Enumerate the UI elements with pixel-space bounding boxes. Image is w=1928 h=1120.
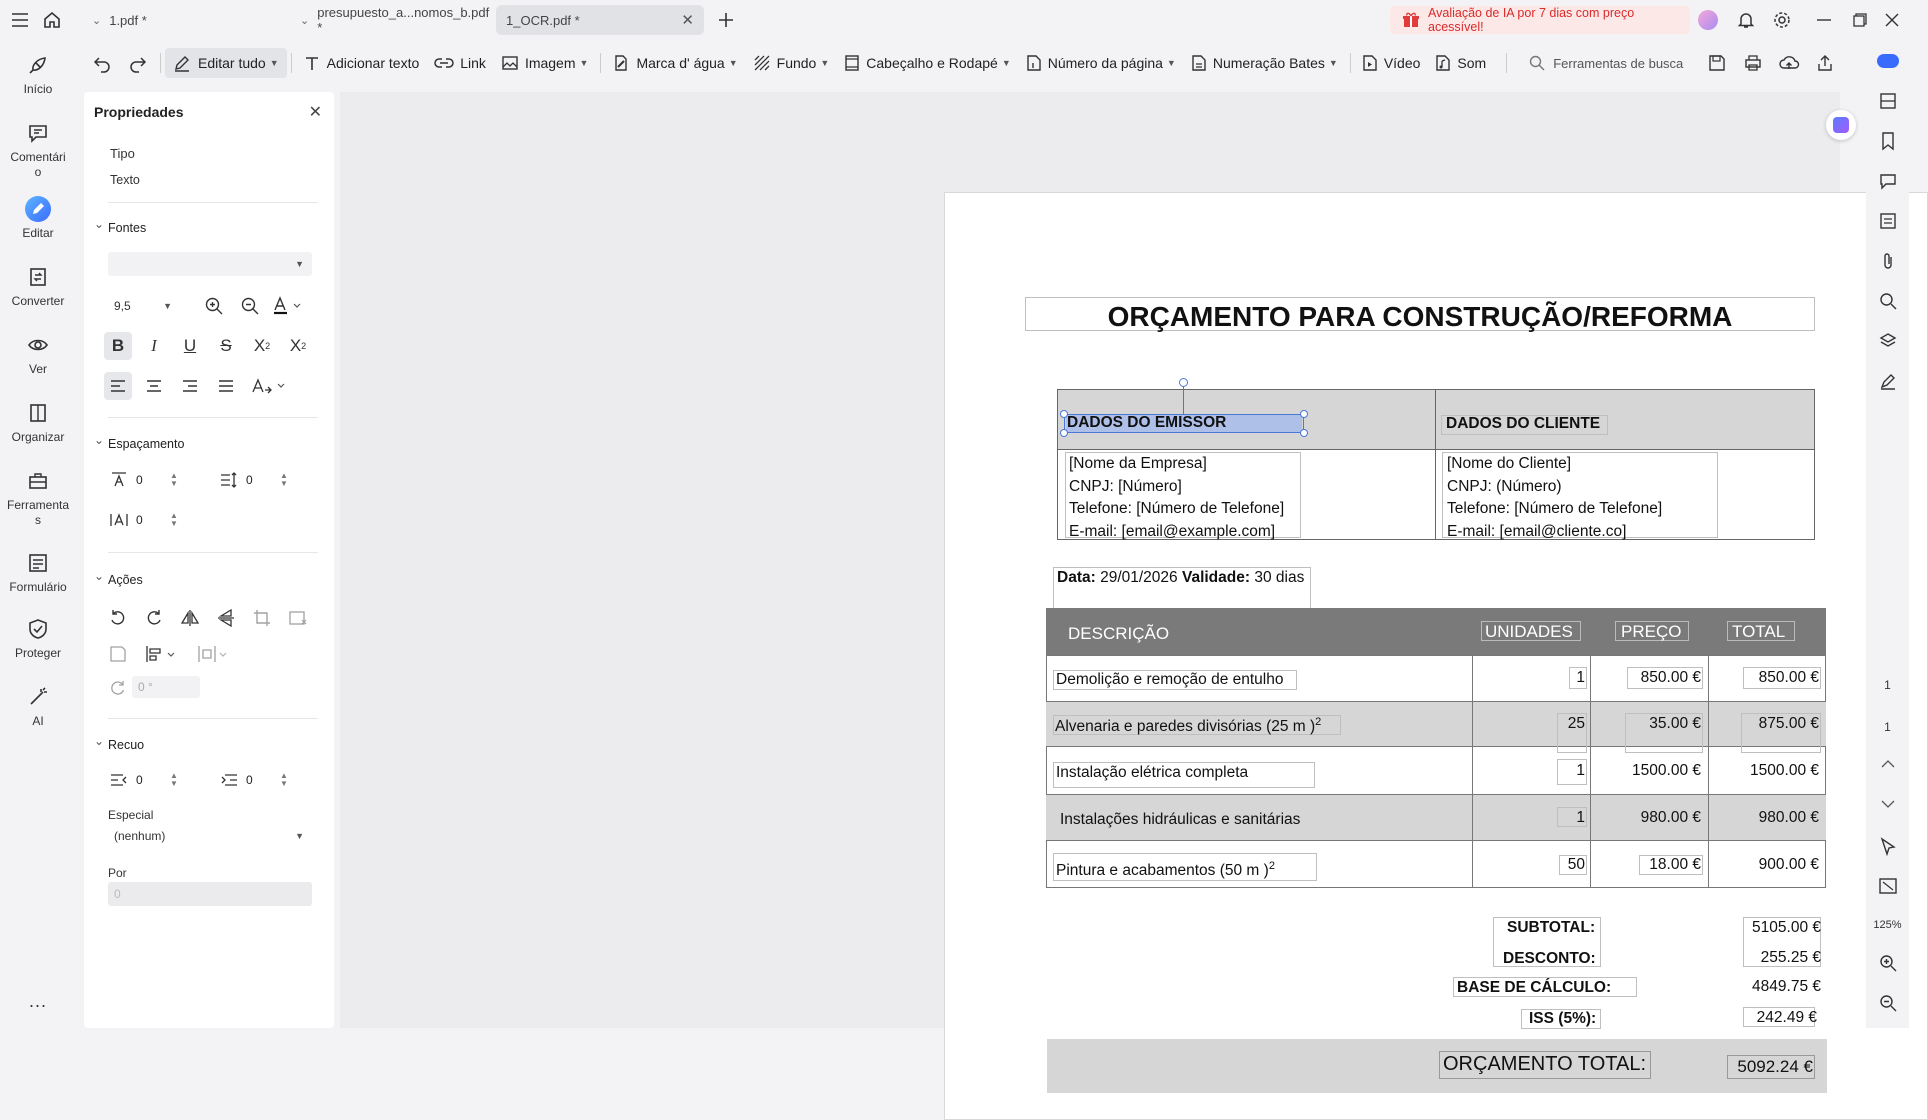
form-icon [25, 550, 51, 576]
rotation-angle-input[interactable]: 0 ° [132, 676, 200, 698]
sound-icon [1436, 55, 1450, 71]
resize-handle[interactable] [1060, 429, 1068, 437]
row-1-total[interactable]: 850.00 € [1758, 669, 1819, 686]
watermark-icon [613, 55, 629, 71]
strikethrough-icon[interactable]: S [220, 336, 232, 355]
row-4-price[interactable]: 980.00 € [1640, 809, 1701, 826]
chevron-down-icon: ▼ [820, 58, 830, 68]
subtotal-value[interactable]: 5105.00 € [1752, 919, 1821, 936]
type-label: Tipo [110, 146, 135, 161]
chevron-down-icon: ▼ [579, 58, 589, 68]
bell-icon[interactable] [1726, 0, 1766, 40]
text-color-icon[interactable] [268, 292, 308, 320]
layers-icon[interactable] [1866, 332, 1909, 350]
save-icon[interactable] [1699, 48, 1735, 78]
rail-item-comentario[interactable]: Comentári o [0, 120, 76, 180]
chevron-up-icon[interactable] [1866, 760, 1909, 768]
line-spacing-icon [218, 472, 240, 488]
section-recuo[interactable]: ⌄ Recuo [108, 738, 144, 752]
resize-handle[interactable] [1300, 410, 1308, 418]
stepper-arrows-icon: ▲ ▼ [280, 771, 288, 788]
header-footer-icon [845, 55, 859, 71]
column-header-descricao[interactable]: DESCRIÇÃO [1068, 624, 1170, 643]
search-icon[interactable] [1866, 292, 1909, 310]
chevron-down-icon: ▼ [295, 259, 304, 269]
client-details[interactable]: [Nome do Cliente] CNPJ: (Número) Telefone: [Número de Telefone] E-mail: [email@cliente.co] [1447, 455, 1663, 540]
ai-assistant-button[interactable] [1826, 110, 1856, 140]
row-1-description[interactable]: Demolição e remoção de entulho [1056, 671, 1284, 688]
divider [600, 53, 601, 73]
rail-item-ai[interactable]: AI [0, 684, 76, 729]
text-box [1569, 667, 1587, 689]
edit-pen-icon [25, 196, 51, 222]
italic-icon[interactable]: I [151, 336, 157, 355]
by-value-input[interactable]: 0 [108, 882, 312, 906]
chevron-down-icon: ▼ [728, 58, 738, 68]
section-espacamento[interactable]: ⌄ Espaçamento [108, 437, 184, 451]
header-footer-button[interactable]: Cabeçalho e Rodapé ▼ [837, 48, 1018, 78]
page-current[interactable]: 1 [1884, 678, 1891, 692]
chevron-down-icon: ⌄ [300, 14, 310, 27]
gear-icon[interactable] [1762, 0, 1802, 40]
justify-icon[interactable] [212, 372, 240, 400]
divider [160, 53, 161, 73]
base-value[interactable]: 4849.75 € [1752, 978, 1821, 995]
page-number-icon [1027, 55, 1041, 71]
save-image-icon[interactable] [104, 640, 132, 668]
rocket-icon [25, 52, 51, 78]
share-icon[interactable] [1807, 48, 1843, 78]
home-icon[interactable] [32, 0, 72, 40]
emitter-details[interactable]: [Nome da Empresa] CNPJ: [Número] Telefone: [Número de Telefone] E-mail: [email@example.com] [1069, 455, 1285, 540]
font-size-select[interactable]: 9,5 ▼ [108, 294, 180, 318]
text-box [1557, 759, 1587, 785]
chevron-down-icon: ▼ [1166, 58, 1176, 68]
char-scale-stepper[interactable]: 0 ▲ ▼ [108, 508, 178, 532]
comments-icon[interactable] [1866, 172, 1909, 190]
rail-item-ver[interactable]: Ver [0, 332, 76, 377]
row-5-units[interactable]: 50 [1567, 856, 1585, 873]
rotate-handle[interactable] [1179, 378, 1188, 387]
indent-right-stepper[interactable]: 0 ▲ ▼ [218, 768, 288, 792]
bookmark-icon[interactable] [1866, 132, 1909, 150]
chevron-down-icon[interactable] [1866, 800, 1909, 808]
align-left-icon[interactable] [104, 372, 132, 400]
divider [1350, 53, 1351, 73]
zoom-out-text-icon[interactable] [236, 292, 264, 320]
divider [1708, 655, 1709, 888]
close-window-icon[interactable] [1872, 0, 1912, 40]
divider [108, 718, 318, 719]
comment-icon [25, 120, 51, 146]
align-center-icon[interactable] [140, 372, 168, 400]
resize-handle[interactable] [1300, 429, 1308, 437]
divider [1506, 53, 1507, 73]
special-label: Especial [108, 808, 154, 822]
print-icon[interactable] [1735, 48, 1771, 78]
row-3-total[interactable]: 1500.00 € [1750, 762, 1819, 779]
background-icon [754, 55, 770, 71]
edit-all-button[interactable]: Editar tudo ▼ [165, 48, 287, 78]
text-box [1557, 807, 1587, 827]
video-button[interactable]: Vídeo [1355, 48, 1429, 78]
client-header[interactable]: DADOS DO CLIENTE [1446, 415, 1601, 432]
rotate-right-icon[interactable] [140, 604, 168, 632]
char-scale-icon [108, 512, 130, 528]
rail-item-formulario[interactable]: Formulário [0, 550, 76, 595]
chevron-down-icon: ▼ [1328, 58, 1338, 68]
row-1-units[interactable]: 1 [1576, 669, 1585, 686]
row-5-price[interactable]: 18.00 € [1649, 856, 1701, 873]
search-tools-button[interactable]: Ferramentas de busca [1529, 55, 1683, 71]
zoom-out-icon[interactable] [1866, 994, 1909, 1012]
flip-vertical-icon[interactable] [212, 604, 240, 632]
image-icon [502, 55, 518, 71]
new-tab-icon[interactable] [706, 0, 746, 40]
bates-icon [1192, 55, 1206, 71]
underline-icon[interactable]: U [183, 336, 197, 355]
video-icon [1363, 55, 1377, 71]
stepper-arrows-icon: ▲ ▼ [170, 771, 178, 788]
shield-icon [25, 616, 51, 642]
tab-1-ocr-pdf[interactable] [496, 5, 704, 35]
text-icon [304, 55, 320, 71]
row-3-units[interactable]: 1 [1576, 762, 1585, 779]
bold-icon[interactable]: B [104, 332, 132, 360]
rail-item-converter[interactable]: Converter [0, 264, 76, 309]
properties-panel-icon[interactable] [1866, 92, 1909, 110]
assistant-icon [1833, 117, 1849, 133]
redo-icon[interactable] [120, 48, 156, 78]
magic-wand-icon [25, 684, 51, 710]
divider [108, 202, 318, 203]
right-side-rail [1866, 40, 1909, 1028]
ai-badge-icon[interactable] [1866, 54, 1909, 68]
panel-title: Propriedades [94, 104, 184, 120]
divider [291, 53, 292, 73]
row-5-description[interactable]: Pintura e acabamentos (50 m )$^2$ [1056, 860, 1275, 880]
align-right-icon[interactable] [176, 372, 204, 400]
column-header-preco[interactable]: PREÇO [1621, 622, 1682, 641]
minimize-icon[interactable] [1804, 0, 1844, 40]
letter-spacing-icon [108, 472, 130, 488]
selection-frame[interactable] [1064, 414, 1304, 433]
distribute-objects-icon[interactable] [194, 640, 234, 668]
toolbox-icon [25, 468, 51, 494]
stepper-arrows-icon: ▲ ▼ [170, 471, 178, 488]
indent-left-icon [108, 773, 130, 787]
subscript-icon[interactable]: X 2 [289, 336, 307, 355]
document-canvas [340, 92, 1840, 1076]
column-header-total[interactable]: TOTAL [1732, 622, 1786, 641]
left-navigation-rail [0, 40, 76, 1028]
more-options-icon[interactable]: ... [28, 991, 47, 1011]
properties-panel [84, 92, 334, 1028]
row-4-total[interactable]: 980.00 € [1758, 809, 1819, 826]
chevron-down-icon: ▼ [1001, 58, 1011, 68]
fit-page-icon[interactable] [1866, 878, 1909, 894]
pdf-page[interactable] [944, 192, 1928, 1120]
line-spacing-stepper[interactable]: 0 ▲ ▼ [218, 468, 288, 492]
row-2-description[interactable]: Alvenaria e paredes divisórias (25 m )$^2$ [1055, 716, 1322, 736]
base-label[interactable]: BASE DE CÁLCULO: [1457, 979, 1612, 996]
undo-icon[interactable] [84, 48, 120, 78]
organize-icon [25, 400, 51, 426]
total-value[interactable]: 5092.24 € [1737, 1057, 1813, 1076]
column-header-unidades[interactable]: UNIDADES [1485, 622, 1573, 641]
watermark-button[interactable]: Marca d' água ▼ [605, 48, 745, 78]
align-objects-icon[interactable] [142, 640, 182, 668]
flip-horizontal-icon[interactable] [176, 604, 204, 632]
rotation-icon [104, 674, 132, 702]
row-3-description[interactable]: Instalação elétrica completa [1056, 764, 1249, 781]
sound-button[interactable]: Som [1428, 48, 1494, 78]
divider [1590, 655, 1591, 888]
divider [108, 417, 318, 418]
section-fontes[interactable]: ⌄ Fontes [108, 221, 146, 235]
row-2-units[interactable]: 25 [1567, 715, 1585, 732]
rail-item-proteger[interactable]: Proteger [0, 616, 76, 661]
special-indent-select[interactable]: (nenhum) ▼ [108, 824, 312, 848]
tab-label: presupuesto_a...nomos_b.pdf * [317, 5, 490, 35]
close-panel-icon[interactable]: ✕ [308, 104, 322, 121]
total-label[interactable]: ORÇAMENTO TOTAL: [1443, 1053, 1646, 1075]
promo-text: Avaliação de IA por 7 dias com preço acessível! [1428, 6, 1635, 34]
letter-spacing-stepper[interactable]: 0 ▲ ▼ [108, 468, 178, 492]
rail-item-organizar[interactable]: Organizar [0, 400, 76, 445]
divider [108, 552, 318, 553]
stepper-arrows-icon: ▲ ▼ [170, 511, 178, 528]
signature-icon[interactable] [1866, 372, 1909, 390]
indent-right-icon [218, 773, 240, 787]
cloud-upload-icon[interactable] [1771, 48, 1807, 78]
image-button[interactable]: Imagem ▼ [494, 48, 597, 78]
page-number-button[interactable]: Número da página ▼ [1019, 48, 1184, 78]
rail-item-inicio[interactable]: Início [0, 52, 76, 97]
bates-numbering-button[interactable]: Numeração Bates ▼ [1184, 48, 1346, 78]
checklist-icon[interactable] [1866, 212, 1909, 230]
link-button[interactable]: Link [427, 48, 494, 78]
select-cursor-icon[interactable] [1866, 838, 1909, 856]
rail-item-editar[interactable]: Editar [0, 196, 76, 241]
type-value: Texto [110, 173, 140, 187]
replace-image-icon[interactable] [284, 604, 312, 632]
divider [1435, 389, 1436, 540]
emitter-header[interactable]: DADOS DO EMISSOR [1067, 414, 1227, 431]
text-box [1557, 713, 1587, 753]
zoom-in-icon[interactable] [1866, 954, 1909, 972]
superscript-icon[interactable]: X 2 [253, 336, 271, 355]
zoom-level[interactable]: 125% [1873, 919, 1902, 931]
row-4-description[interactable]: Instalações hidráulicas e sanitárias [1060, 811, 1301, 828]
iss-label[interactable]: ISS (5%): [1529, 1010, 1597, 1027]
edit-toolbar [84, 44, 1864, 82]
chevron-down-icon: ⌄ [92, 14, 102, 27]
row-4-units[interactable]: 1 [1576, 809, 1585, 826]
font-family-select[interactable] [108, 252, 312, 276]
discount-label[interactable]: DESCONTO: [1503, 950, 1596, 967]
text-direction-icon[interactable] [248, 372, 292, 400]
subtotal-label[interactable]: SUBTOTAL: [1507, 919, 1596, 936]
chevron-down-icon: ▼ [269, 58, 279, 68]
close-tab-icon[interactable]: ✕ [681, 12, 694, 29]
chevron-down-icon: ▼ [295, 831, 304, 841]
title-bar [0, 0, 1909, 40]
tab-presupuesto-pdf[interactable] [290, 5, 490, 35]
by-label: Por [108, 866, 127, 880]
row-3-price[interactable]: 1500.00 € [1632, 762, 1701, 779]
eye-icon [25, 332, 51, 358]
row-2-price[interactable]: 35.00 € [1649, 715, 1701, 732]
discount-value[interactable]: 255.25 € [1760, 949, 1821, 966]
add-text-button[interactable]: Adicionar texto [296, 48, 428, 78]
background-button[interactable]: Fundo ▼ [746, 48, 838, 78]
link-icon [435, 57, 453, 69]
attachment-icon[interactable] [1866, 252, 1909, 270]
chevron-down-icon: ▼ [163, 301, 172, 311]
stepper-arrows-icon: ▲ ▼ [280, 471, 288, 488]
row-1-price[interactable]: 850.00 € [1640, 669, 1701, 686]
row-5-total[interactable]: 900.00 € [1758, 856, 1819, 873]
edit-icon [173, 54, 191, 72]
divider [1472, 655, 1473, 888]
indent-left-stepper[interactable]: 0 ▲ ▼ [108, 768, 178, 792]
section-acoes[interactable]: ⌄ Ações [108, 573, 143, 587]
rail-item-ferramentas[interactable]: Ferramenta s [0, 468, 76, 528]
avatar[interactable] [1698, 10, 1718, 30]
tab-1-pdf[interactable] [82, 5, 282, 35]
page-total: 1 [1884, 720, 1891, 734]
iss-value[interactable]: 242.49 € [1756, 1009, 1817, 1026]
row-2-total[interactable]: 875.00 € [1758, 715, 1819, 732]
ai-trial-banner[interactable] [1390, 6, 1690, 34]
tab-label: 1.pdf * [109, 12, 147, 28]
zoom-in-text-icon[interactable] [200, 292, 228, 320]
search-icon [1529, 55, 1545, 71]
crop-icon[interactable] [248, 604, 276, 632]
document-title[interactable]: ORÇAMENTO PARA CONSTRUÇÃO/REFORMA [1107, 301, 1733, 332]
rotate-left-icon[interactable] [104, 604, 132, 632]
tab-label: 1_OCR.pdf * [506, 12, 580, 28]
resize-handle[interactable] [1060, 410, 1068, 418]
date-line[interactable]: Data: 29/01/2026 Validade: 30 dias [1057, 569, 1305, 586]
convert-icon [25, 264, 51, 290]
gift-icon [1402, 11, 1420, 29]
